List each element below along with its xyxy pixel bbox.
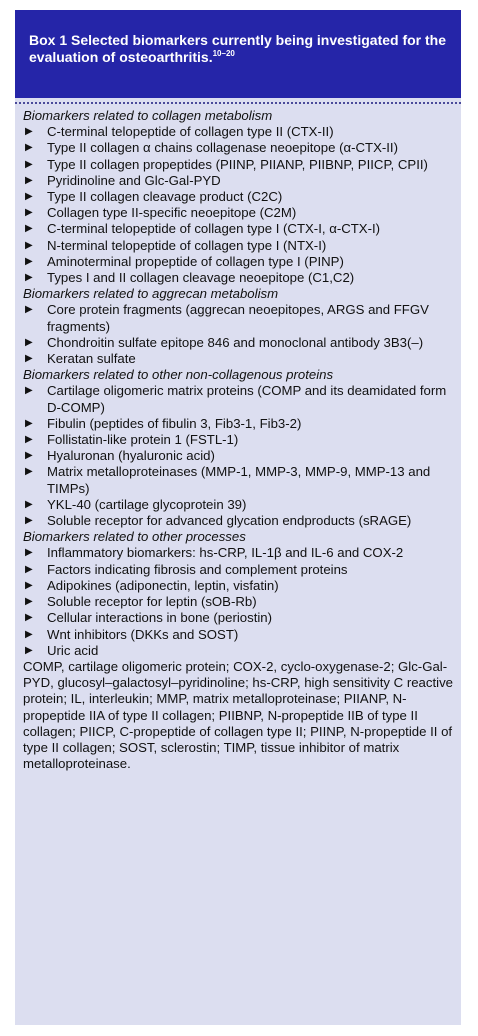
list-item-text: YKL-40 (cartilage glycoprotein 39) [47, 496, 247, 512]
section-title: Biomarkers related to other processes [23, 529, 246, 545]
list-item-text: Matrix metalloproteinases (MMP-1, MMP-3, MMP-9, MMP-13 and TIMPs) [47, 464, 431, 496]
list-item [23, 578, 453, 594]
box-content [15, 104, 461, 772]
section-title: Biomarkers related to other non-collagenous proteins [23, 367, 334, 383]
triangle-bullet-icon: ▶ [25, 142, 33, 154]
list-item-text: Inflammatory biomarkers: hs-CRP, IL-1β and IL-6 and COX-2 [47, 545, 404, 561]
list-item [23, 497, 453, 513]
list-item-text: Type II collagen cleavage product (C2C) [47, 189, 283, 205]
triangle-bullet-icon: ▶ [25, 498, 33, 510]
list-item [23, 254, 453, 270]
list-item-text: Type II collagen α chains collagenase neoepitope (α-CTX-II) [47, 140, 398, 156]
list-item-text: C-terminal telopeptide of collagen type II (CTX-II) [47, 124, 334, 140]
triangle-bullet-icon: ▶ [25, 434, 33, 446]
triangle-bullet-icon: ▶ [25, 515, 33, 527]
list-item-text: Fibulin (peptides of fibulin 3, Fib3-1, Fib3-2) [47, 415, 302, 431]
list-item-text: Aminoterminal propeptide of collagen type I (PINP) [47, 253, 344, 269]
triangle-bullet-icon: ▶ [25, 563, 33, 575]
list-item-text: Soluble receptor for leptin (sOB-Rb) [47, 594, 257, 610]
list-item-text: Cellular interactions in bone (periostin) [47, 610, 273, 626]
list-item [23, 464, 453, 496]
abbreviations-footnote: COMP, cartilage oligomeric protein; COX-2, cyclo-oxygenase-2; Glc-Gal-PYD, glucosyl–galactosyl–pyridinoline; hs-CRP, high sensitivity C reactive protein; IL, interleukin; MMP, matrix metalloproteinase; PIIANP, N-propeptide IIA of type II collagen; PIIBNP, N-propeptide IIB of type II collagen; PIICP, C-propeptide of collagen type II; PIINP, N-propeptide II of type II collagen; SOST, sclerostin; TIMP, tissue inhibitor of matrix metalloproteinase. [23, 658, 454, 772]
list-item [23, 627, 453, 643]
triangle-bullet-icon: ▶ [25, 126, 33, 138]
list-item-text: Soluble receptor for advanced glycation endproducts (sRAGE) [47, 513, 412, 529]
list-item [23, 140, 453, 156]
triangle-bullet-icon: ▶ [25, 385, 33, 397]
triangle-bullet-icon: ▶ [25, 628, 33, 640]
biomarkers-box [15, 10, 461, 1025]
list-item-text: Cartilage oligomeric matrix proteins (COMP and its deamidated form D-COMP) [47, 383, 447, 415]
list-item-text: Pyridinoline and Glc-Gal-PYD [47, 172, 221, 188]
list-item [23, 416, 453, 432]
list-item-text: Keratan sulfate [47, 351, 136, 367]
list-item [23, 545, 453, 561]
list-item [23, 351, 453, 367]
list-item [23, 189, 453, 205]
triangle-bullet-icon: ▶ [25, 255, 33, 267]
triangle-bullet-icon: ▶ [25, 353, 33, 365]
triangle-bullet-icon: ▶ [25, 450, 33, 462]
list-item [23, 335, 453, 351]
list-item-text: Core protein fragments (aggrecan neoepitopes, ARGS and FFGV fragments) [47, 302, 429, 334]
list-item-text: Adipokines (adiponectin, leptin, visfatin) [47, 577, 279, 593]
list-item [23, 270, 453, 286]
box-title-references: 10–20 [212, 49, 235, 58]
triangle-bullet-icon: ▶ [25, 191, 33, 203]
list-item [23, 302, 453, 334]
list-item [23, 173, 453, 189]
list-item [23, 448, 453, 464]
triangle-bullet-icon: ▶ [25, 304, 33, 316]
list-item-text: N-terminal telopeptide of collagen type I (NTX-I) [47, 237, 327, 253]
list-item-text: Chondroitin sulfate epitope 846 and monoclonal antibody 3B3(–) [47, 334, 424, 350]
list-item [23, 562, 453, 578]
triangle-bullet-icon: ▶ [25, 579, 33, 591]
box-header [15, 10, 461, 98]
list-item-text: Types I and II collagen cleavage neoepitope (C1,C2) [47, 270, 355, 286]
list-item [23, 594, 453, 610]
list-item [23, 432, 453, 448]
triangle-bullet-icon: ▶ [25, 158, 33, 170]
list-item [23, 205, 453, 221]
triangle-bullet-icon: ▶ [25, 207, 33, 219]
list-item-text: Factors indicating fibrosis and complement proteins [47, 561, 348, 577]
list-item [23, 124, 453, 140]
list-item [23, 610, 453, 626]
list-item [23, 383, 453, 415]
box-title: Box 1 Selected biomarkers currently being investigated for the evaluation of osteoarthritis. [29, 32, 447, 65]
triangle-bullet-icon: ▶ [25, 466, 33, 478]
list-item-text: Follistatin-like protein 1 (FSTL-1) [47, 432, 239, 448]
section-title: Biomarkers related to collagen metabolism [23, 108, 273, 123]
list-item [23, 238, 453, 254]
list-item [23, 221, 453, 237]
list-item [23, 157, 453, 173]
list-item-text: Type II collagen propeptides (PIINP, PIIANP, PIIBNP, PIICP, CPII) [47, 156, 428, 172]
list-item-text: Uric acid [47, 642, 99, 658]
list-item-text: Collagen type II-specific neoepitope (C2M) [47, 205, 297, 221]
triangle-bullet-icon: ▶ [25, 417, 33, 429]
section-title: Biomarkers related to aggrecan metabolism [23, 286, 279, 302]
triangle-bullet-icon: ▶ [25, 547, 33, 559]
triangle-bullet-icon: ▶ [25, 174, 33, 186]
triangle-bullet-icon: ▶ [25, 272, 33, 284]
triangle-bullet-icon: ▶ [25, 596, 33, 608]
triangle-bullet-icon: ▶ [25, 336, 33, 348]
triangle-bullet-icon: ▶ [25, 239, 33, 251]
list-item-text: Wnt inhibitors (DKKs and SOST) [47, 626, 239, 642]
list-item-text: Hyaluronan (hyaluronic acid) [47, 448, 215, 464]
triangle-bullet-icon: ▶ [25, 223, 33, 235]
list-item [23, 643, 453, 659]
list-item [23, 513, 453, 529]
triangle-bullet-icon: ▶ [25, 612, 33, 624]
list-item-text: C-terminal telopeptide of collagen type I (CTX-I, α-CTX-I) [47, 221, 381, 237]
triangle-bullet-icon: ▶ [25, 644, 33, 656]
